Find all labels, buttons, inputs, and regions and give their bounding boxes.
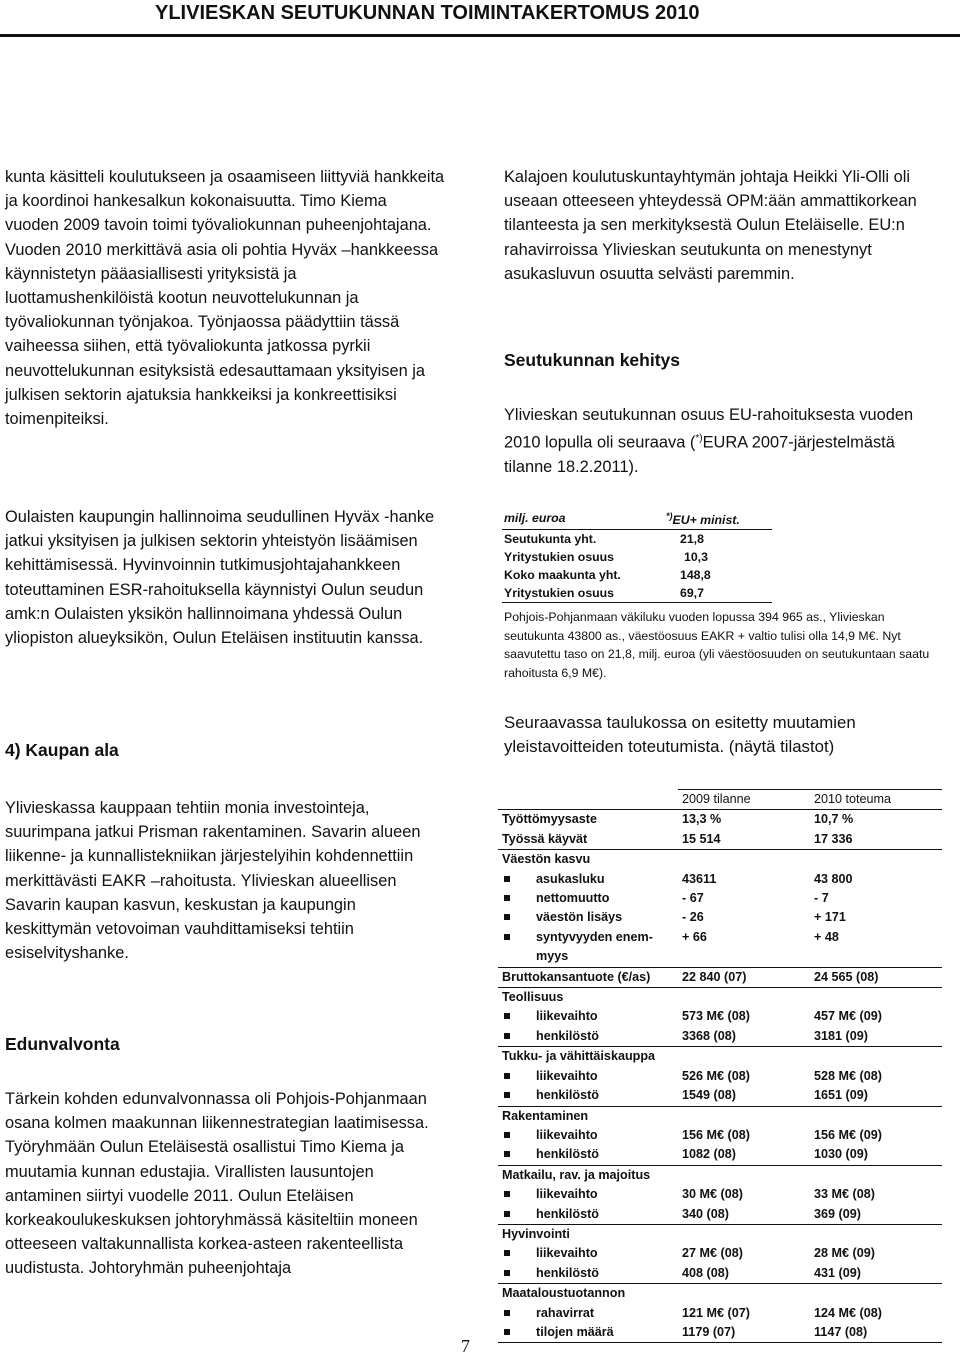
left-column [5, 165, 445, 431]
statistics-table [498, 789, 942, 1343]
table-row: Tukku- ja vähittäiskauppa liikevaihto henkilöstö 526 M€ (08) 1549 (08) 528 M€ (08) 1651 (09) [498, 1047, 942, 1106]
left-paragraph-1: kunta käsitteli koulutukseen ja osaamiseen liittyviä hankkeita ja koordinoi hankesalkun kokonaisuutta. Timo Kiema vuoden 2009 tavoin toimi työvaliokunnan puheenjohtajana. Vuoden 2010 merkittävä asia oli pohtia Hyväx –hankkeessa käynnistetyn pääasiallisesti yrityksistä ja luottamushenkilöistä kootun neuvottelukunnan ja työvaliokunnan työnjakoa. Työnjaossa päädyttiin tässä vaiheessa siihen, että työvaliokunta jatkossa pyrkii neuvottelukunnan esityksistä edesauttamaan yksityisen ja julkisen sektorin ajatuksia hankkeiksi ja konkreettisiksi toimenpiteiksi. [5, 168, 445, 429]
table-row: Maataloustuotannon rahavirrat tilojen määrä 121 M€ (07) 1179 (07) 124 M€ (08) 1147 (08) [498, 1284, 942, 1343]
left-column-4 [5, 1087, 445, 1281]
table-row: Rakentaminen liikevaihto henkilöstö 156 M€ (08) 1082 (08) 156 M€ (09) 1030 (09) [498, 1106, 942, 1165]
table-row: Työttömyysaste Työssä käyvät 13,3 % 15 514 10,7 % 17 336 [498, 810, 942, 850]
bullet-item: liikevaihto [502, 1126, 674, 1145]
table-row: Teollisuus liikevaihto henkilöstö 573 M€ (08) 3368 (08) 457 M€ (09) 3181 (09) [498, 988, 942, 1047]
document-title: YLIVIESKAN SEUTUKUNNAN TOIMINTAKERTOMUS 2010 [155, 2, 700, 24]
table-header-row [502, 507, 772, 530]
heading-kaupan-ala: 4) Kaupan ala [5, 740, 119, 760]
column-header-2010: 2010 toteuma [810, 790, 942, 810]
table-row: Bruttokansantuote (€/as) 22 840 (07) 24 565 (08) [498, 967, 942, 987]
bullet-item: henkilöstö [502, 1145, 674, 1164]
table-row: Väestön kasvu asukasluku nettomuutto väestön lisäys syntyvyyden enem-myys 43611 - 67 - 26 + 66 43 800 - 7 + 171 + 48 [498, 850, 942, 967]
left-paragraph-3: Ylivieskassa kauppaan tehtiin monia investointeja, suurimpana jatkui Prisman rakentaminen. Savarin alueen liikenne- ja kunnallistekniikan järjestelyihin kohdennettiin merkittävästi EAKR –rahoitusta. Ylivieskan alueellisen Savarin kaupan kasvun, keskustan ja kaupungin keskittymän vetovoiman vauhdittamiseksi tehtiin esiselvityshanke. [5, 799, 421, 963]
heading-edunvalvonta: Edunvalvonta [5, 1034, 120, 1054]
table-row: Seutukunta yht. 21,8 [504, 532, 704, 547]
table-row: Yritystukien osuus 69,7 [502, 584, 772, 603]
bullet-item: rahavirrat [502, 1304, 674, 1323]
right-column-2 [504, 403, 944, 479]
header-rule [0, 34, 960, 37]
eu-funding-table [502, 507, 772, 603]
bullet-item: nettomuutto [502, 889, 674, 908]
bullet-item: asukasluku [502, 870, 674, 889]
mini-col1: milj. euroa [502, 507, 664, 530]
right-column [504, 165, 944, 286]
bullet-item: väestön lisäys [502, 908, 674, 927]
table-row: Yritystukien osuus 10,3 [504, 550, 708, 565]
table-header-row [498, 790, 942, 810]
left-paragraph-2: Oulaisten kaupungin hallinnoima seudullinen Hyväx -hanke jatkui yksityisen ja julkisen sektorin yhteistyön lisäämisen kehittämisessä. Hyvinvoinnin tutkimusjohtajahankkeen toteuttaminen ESR-rahoituksella käynnistyi Oulun seudun amk:n Oulaisten yksikön hallinnoimana yhdessä Oulun yliopiston alueyksikön, Oulun Eteläisen instituutin kanssa. [5, 508, 435, 648]
column-header-2009: 2009 tilanne [678, 790, 810, 810]
bullet-item: liikevaihto [502, 1067, 674, 1086]
bullet-item: henkilöstö [502, 1027, 674, 1046]
left-paragraph-4: Tärkein kohden edunvalvonnassa oli Pohjois-Pohjanmaan osana kolmen maakunnan liikennestrategian laatimisessa. Työryhmään Oulun Eteläisestä osallistui Timo Kiema ja muutamia kunnan edustajia. Virallisten lausuntojen antaminen siirtyi vuodelle 2011. Oulun Eteläisen korkeakoulukeskuksen johtoryhmässä käsiteltiin moneen otteeseen valtakunnallista korkea-asteen rakenteellista uudistusta. Johtoryhmän puheenjohtaja [5, 1090, 429, 1278]
table-row: Koko maakunta yht. 148,8 [504, 568, 711, 583]
bullet-item: liikevaihto [502, 1244, 674, 1263]
left-column-3 [5, 796, 445, 965]
bullet-item: liikevaihto [502, 1185, 674, 1204]
bullet-item: henkilöstö [502, 1205, 674, 1224]
bullet-item: henkilöstö [502, 1086, 674, 1105]
bullet-item: liikevaihto [502, 1007, 674, 1026]
population-note: Pohjois-Pohjanmaan väkiluku vuoden lopussa 394 965 as., Ylivieskan seutukunta 43800 as., väestöosuus EAKR + valtio tulisi olla 14,9 M€. Nyt saavutettu taso on 21,8, milj. euroa (yli väestöosuuden on seutukuntaan saatu rahoitusta 6,9 M€). [504, 610, 930, 680]
right-column-3 [504, 711, 944, 759]
table-row: Matkailu, rav. ja majoitus liikevaihto henkilöstö 30 M€ (08) 340 (08) 33 M€ (08) 369 (09) [498, 1165, 942, 1224]
right-paragraph-3: Seuraavassa taulukossa on esitetty muutamien yleistavoitteiden toteutumista. (näytä tilastot) [504, 713, 856, 757]
bullet-item: tilojen määrä [502, 1323, 674, 1342]
bullet-item: henkilöstö [502, 1264, 674, 1283]
right-paragraph-1: Kalajoen koulutuskuntayhtymän johtaja Heikki Yli-Olli oli useaan otteeseen yhteydessä OPM:ään ammattikorkean tilanteesta ja sen merkityksestä Oulun Eteläiselle. EU:n rahavirroissa Ylivieskan seutukunta on menestynyt asukasluvun osuutta selvästi paremmin. [504, 168, 917, 283]
mini-col2: *)EU+ minist. [664, 507, 772, 530]
left-column-2 [5, 505, 445, 650]
table-row: Hyvinvointi liikevaihto henkilöstö 27 M€ (08) 408 (08) 28 M€ (09) 431 (09) [498, 1224, 942, 1283]
right-paragraph-2: Ylivieskan seutukunnan osuus EU-rahoituksesta vuoden 2010 lopulla oli seuraava (*)EURA 2007-järjestelmästä tilanne 18.2.2011). [504, 406, 914, 476]
heading-seutukunnan-kehitys: Seutukunnan kehitys [504, 350, 681, 370]
page-number: 7 [461, 1336, 470, 1356]
page-header [0, 0, 960, 40]
bullet-item: syntyvyyden enem-myys [502, 928, 674, 967]
